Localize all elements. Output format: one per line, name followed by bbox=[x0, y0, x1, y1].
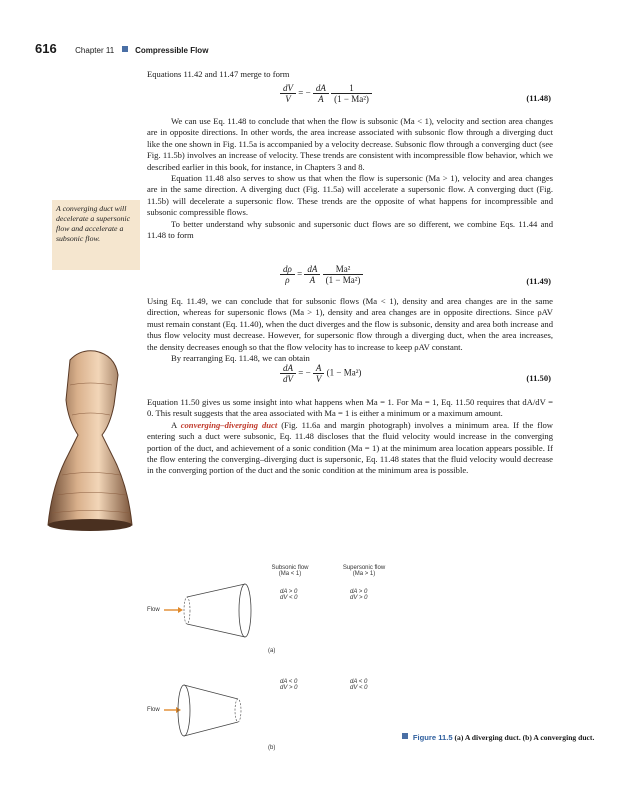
square-bullet-icon bbox=[122, 46, 128, 52]
paragraph: A converging–diverging duct (Fig. 11.6a and margin photograph) involves a minimum area. If the flow entering such a duct were subsonic, Eq. 11.48 discloses that the fluid velocity would increase in the converging portion of the duct, and achievement of a sonic condition (Ma = 1) at the minimum area location appears possible. If the flow entering the converging–diverging duct is supersonic, Eq. 11.48 states that the fluid velocity would decrease in the converging portion of the duct and the sonic condition at the minimum area is possible. bbox=[147, 419, 553, 476]
paragraph: Equation 11.48 also serves to show us that when the flow is supersonic (Ma > 1), velocity and area changes are in the same direction. A diverging duct (Fig. 11.5a) will accelerate a supersonic flow. A converging duct (Fig. 11.5b) will decelerate a supersonic flow. These trends are the opposite of what happens for incompressible and subsonic compressible flows. bbox=[147, 173, 553, 218]
paragraph: To better understand why subsonic and supersonic duct flows are so different, we combine Eqs. 11.44 and 11.48 to form bbox=[147, 218, 553, 241]
paragraph: We can use Eq. 11.48 to conclude that when the flow is subsonic (Ma < 1), velocity and section area changes are in opposite directions. In other words, the area increase associated with subsonic flow through a diverging duct like the one shown in Fig. 11.5a is accompanied by a velocity decrease. Subsonic flow through a converging duct (see Fig. 11.5b) involves an increase of velocity. These trends are consistent with incompressible flow behavior, which we described earlier in this book, for instance, in Chapters 3 and 8. bbox=[147, 116, 553, 172]
margin-note: A converging duct will decelerate a supersonic flow and accelerate a subsonic flow. bbox=[52, 200, 140, 270]
equation-number: (11.48) bbox=[526, 93, 551, 103]
equation-number: (11.50) bbox=[526, 373, 551, 383]
chapter-title: Compressible Flow bbox=[135, 46, 209, 55]
equation-11-50: $\frac{dA}{dV}$ = − $\frac{A}{V}$ (1 − Ma²) bbox=[280, 363, 361, 384]
paragraph: By rearranging Eq. 11.48, we can obtain bbox=[171, 353, 310, 364]
page-header bbox=[35, 40, 208, 58]
paragraph-block-1 bbox=[147, 116, 553, 241]
caption-label: Figure 11.5 bbox=[412, 733, 453, 742]
paragraph-block-3 bbox=[147, 397, 553, 477]
supersonic-header: Supersonic flow (Ma > 1) bbox=[342, 565, 386, 577]
converging-supersonic-relations: dA < 0 dV < 0 bbox=[350, 679, 368, 691]
converging-subsonic-relations: dA < 0 dV > 0 bbox=[280, 679, 298, 691]
paragraph: Equation 11.50 gives us some insight into what happens when Ma = 1. For Ma = 1, Eq. 11.50 requires that dA/dV = 0. This result suggests that the area associated with Ma = 1 is either a minimum or a maximum amount. bbox=[147, 397, 553, 419]
equation-11-49: $\frac{d\rho}{\rho}$ = $\frac{dA}{A}$ $\frac{\text{Ma²}}{\text{(1 − Ma²)}}$ bbox=[280, 264, 363, 285]
flow-label-b: Flow bbox=[147, 707, 160, 713]
diverging-supersonic-relations: dA > 0 dV > 0 bbox=[350, 589, 368, 601]
flow-label-a: Flow bbox=[147, 607, 160, 613]
caption-text: (a) A diverging duct. (b) A converging duct. bbox=[454, 733, 595, 742]
page-number: 616 bbox=[35, 41, 57, 56]
rocket-nozzle-photo bbox=[40, 345, 140, 535]
figure-label-a: (a) bbox=[268, 648, 276, 654]
diverging-duct-diagram bbox=[160, 582, 260, 642]
chapter-label: Chapter 11 bbox=[75, 46, 115, 55]
diverging-subsonic-relations: dA > 0 dV < 0 bbox=[280, 589, 298, 601]
key-term: converging–diverging duct bbox=[180, 419, 278, 430]
paragraph-block-2 bbox=[147, 296, 553, 364]
paragraph: Using Eq. 11.49, we can conclude that for subsonic flows (Ma < 1), density and area changes are in the same direction, whereas for supersonic flows (Ma > 1), density and area changes are in opposite directions. Since ρAV must remain constant (Eq. 11.40), when the duct diverges and the flow is subsonic, density and area both increase and thus flow velocity must decrease. However, for supersonic flow through a diverging duct, when the area increases, the density decreases enough so that the flow velocity has to increase to keep ρAV constant. bbox=[147, 296, 553, 352]
intro-text: Equations 11.42 and 11.47 merge to form bbox=[147, 69, 290, 79]
figure-label-b: (b) bbox=[268, 745, 276, 751]
converging-duct-diagram bbox=[160, 682, 260, 742]
equation-11-48: $\frac{dV}{V}$ = − $\frac{dA}{A}$ $\frac{1}{\text{(1 − Ma²)}}$ bbox=[280, 83, 372, 104]
equation-number: (11.49) bbox=[526, 276, 551, 286]
subsonic-header: Subsonic flow (Ma < 1) bbox=[271, 565, 309, 577]
square-bullet-icon bbox=[402, 733, 408, 739]
figure-caption bbox=[399, 733, 594, 743]
